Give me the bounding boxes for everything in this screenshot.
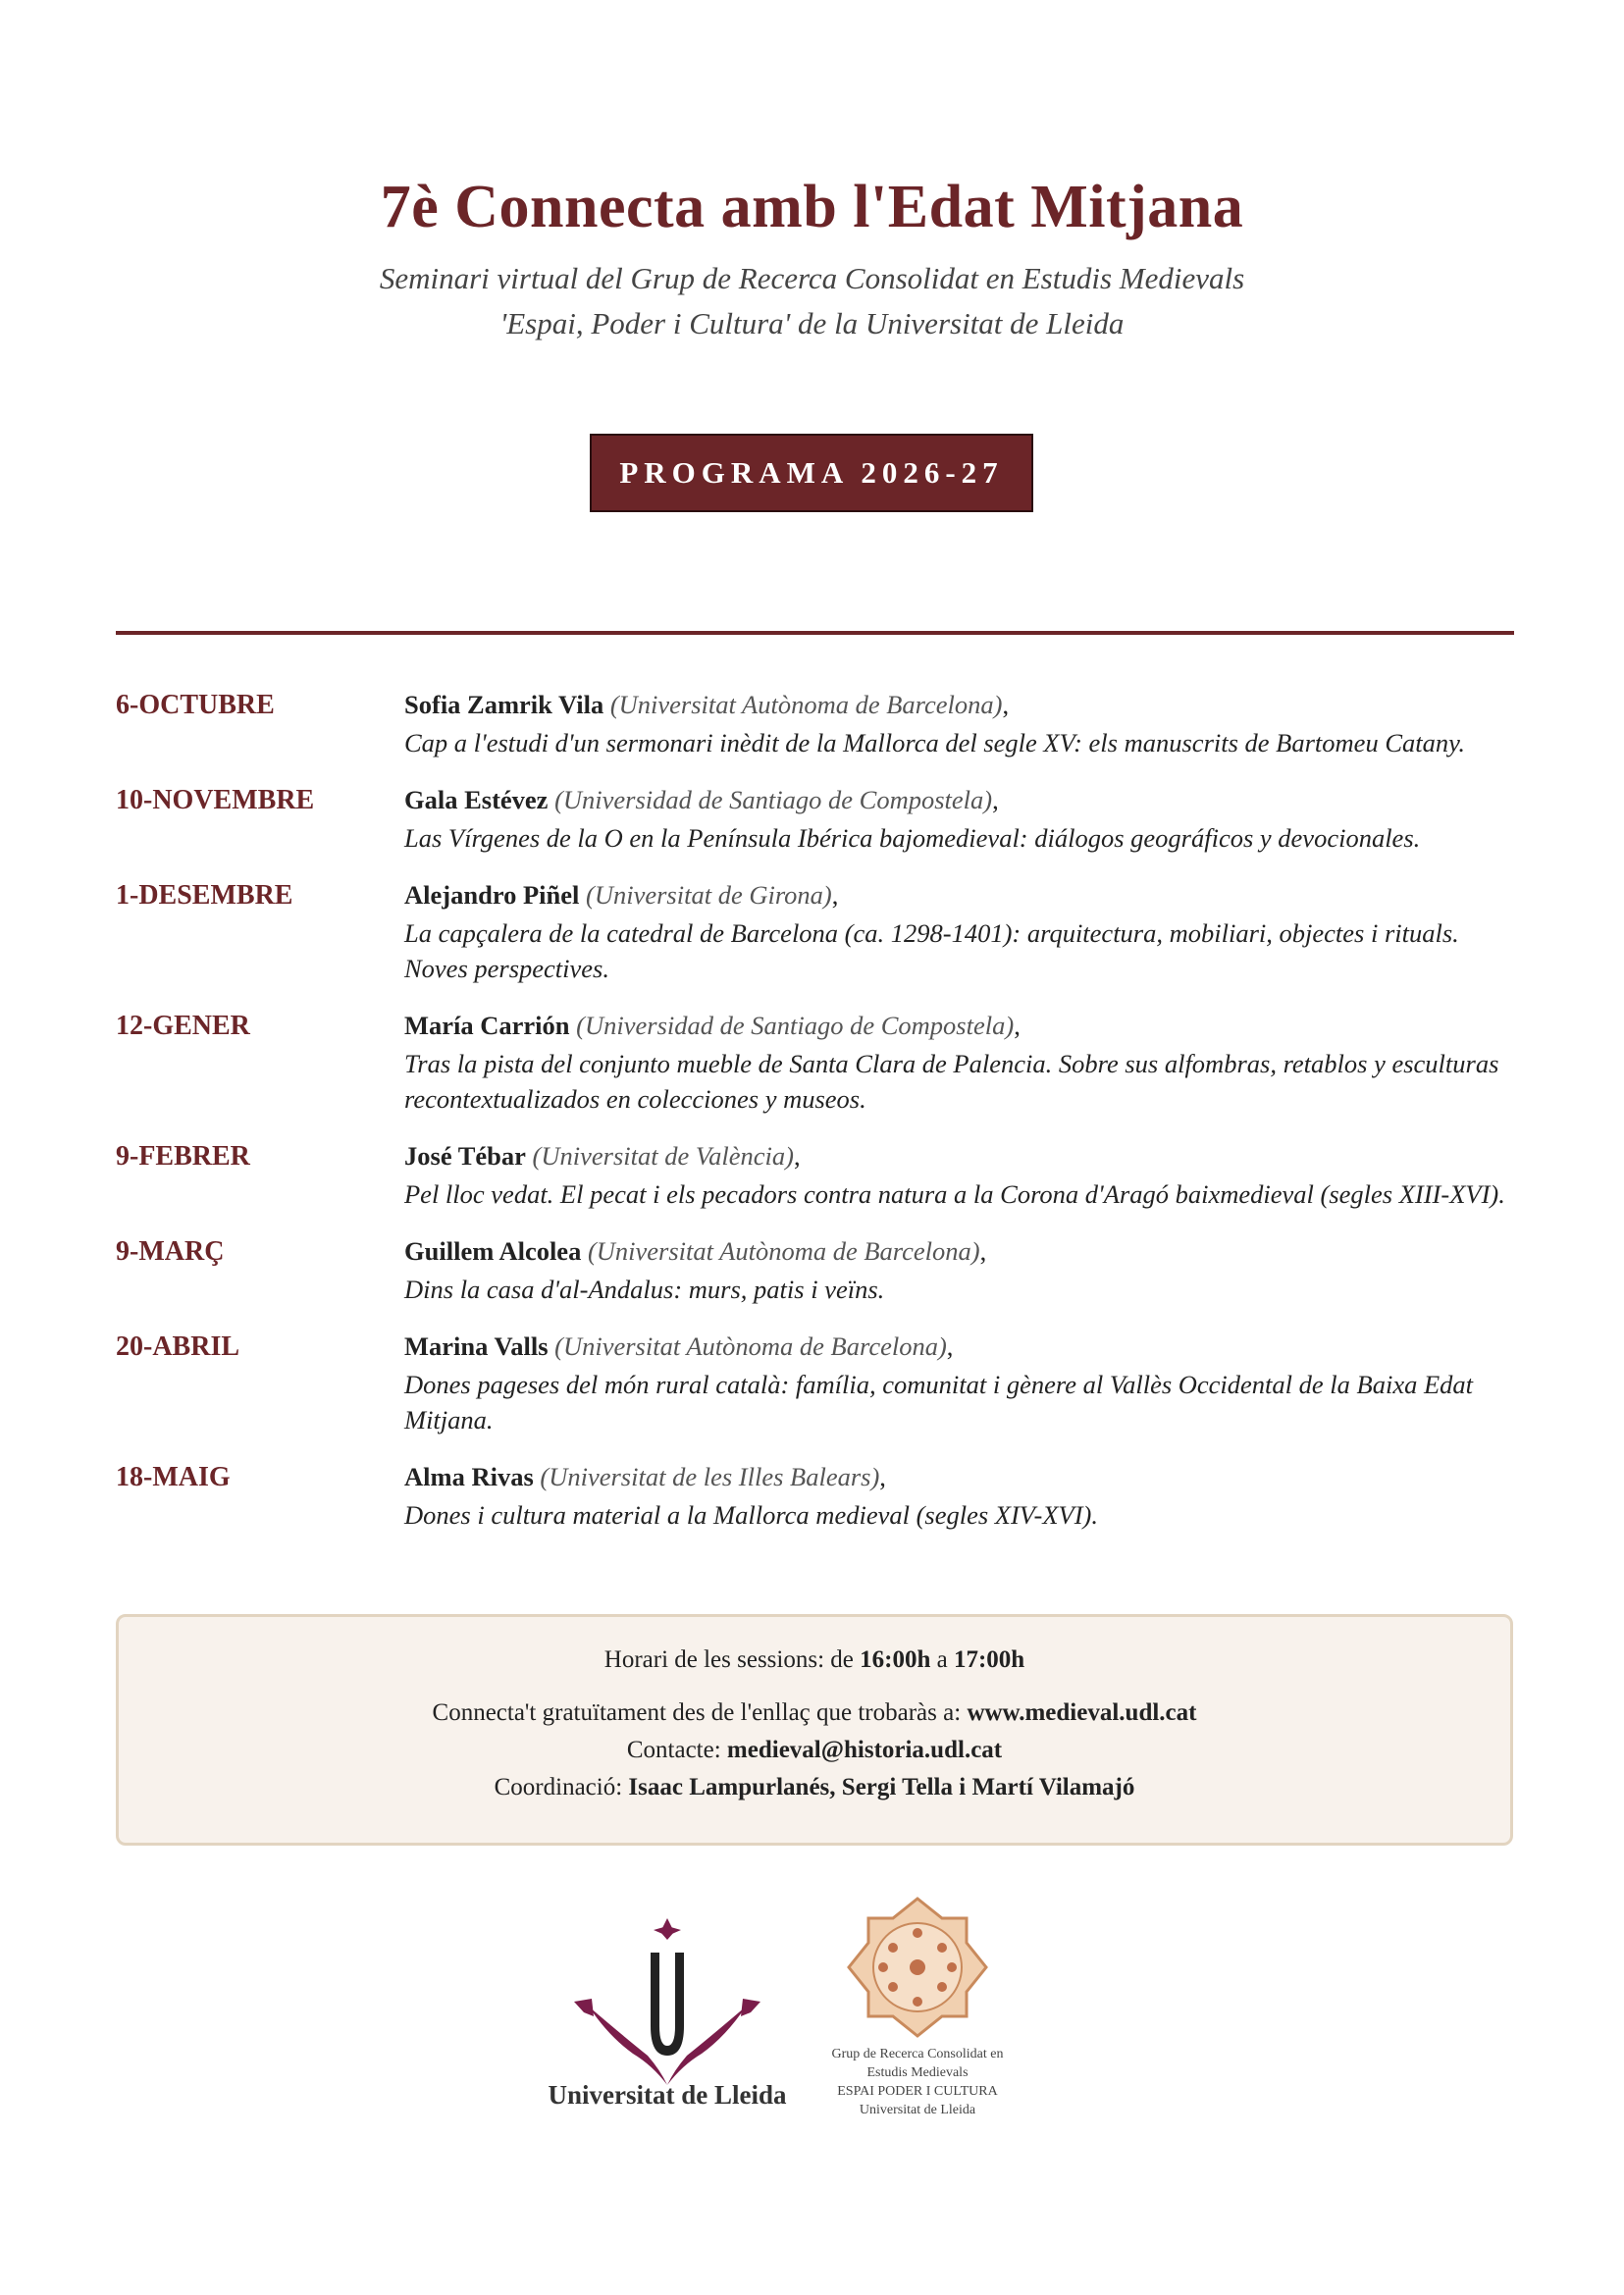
- session-entry: Sofia Zamrik Vila (Universitat Autònoma de Barcelona), Cap a l'estudi d'un sermonari inèdit de la Mallorca del segle XV: els manuscrits de Bartomeu Catany.: [404, 687, 1518, 760]
- speaker-name: Alma Rivas: [404, 1462, 534, 1491]
- schedule-line: [119, 1646, 1510, 1674]
- end-time: 17:00h: [953, 1646, 1025, 1673]
- session-entry: Marina Valls (Universitat Autònoma de Barcelona), Dones pageses del món rural català: família, comunitat i gènere al Vallès Occidental de la Baixa Edat Mitjana.: [404, 1329, 1518, 1437]
- speaker-name: Gala Estévez: [404, 785, 549, 814]
- talk-title: La capçalera de la catedral de Barcelona (ca. 1298-1401): arquitectura, mobiliari, objectes i rituals. Noves perspectives.: [404, 918, 1459, 983]
- session-date: 20-ABRIL: [116, 1331, 240, 1362]
- speaker-name: María Carrión: [404, 1011, 570, 1040]
- session-entry: María Carrión (Universidad de Santiago de Compostela), Tras la pista del conjunto mueble de Santa Clara de Palencia. Sobre sus alfombras, retablos y esculturas recontextualizados en colecciones y museos.: [404, 1008, 1518, 1117]
- session-entry: Alejandro Piñel (Universitat de Girona), La capçalera de la catedral de Barcelona (ca. 1298-1401): arquitectura, mobiliari, objectes i rituals. Noves perspectives.: [404, 877, 1518, 986]
- talk-title: Dins la casa d'al-Andalus: murs, patis i veïns.: [404, 1275, 885, 1304]
- session-date: 6-OCTUBRE: [116, 690, 275, 720]
- coordinators: Isaac Lampurlanés, Sergi Tella i Martí Vilamajó: [628, 1774, 1135, 1800]
- page-title: 7è Connecta amb l'Edat Mitjana: [380, 174, 1244, 240]
- website-link[interactable]: www.medieval.udl.cat: [967, 1699, 1197, 1726]
- link-label: Connecta't gratuïtament des de l'enllaç que trobaràs a:: [432, 1699, 962, 1726]
- coordination-line: [119, 1774, 1510, 1801]
- talk-title: Tras la pista del conjunto mueble de Santa Clara de Palencia. Sobre sus alfombras, retablos y esculturas recontextualizados en colecciones y museos.: [404, 1049, 1499, 1114]
- group-name-line-1: Grup de Recerca Consolidat en: [831, 2047, 1004, 2061]
- group-name-line-3: ESPAI PODER I CULTURA: [837, 2084, 998, 2099]
- talk-title: Pel lloc vedat. El pecat i els pecadors contra natura a la Corona d'Aragó baixmedieval (segles XIII-XVI).: [404, 1179, 1505, 1209]
- coordination-label: Coordinació:: [494, 1774, 623, 1800]
- speaker-name: Guillem Alcolea: [404, 1236, 582, 1266]
- session-date: 9-MARÇ: [116, 1236, 225, 1267]
- speaker-institution: (Universitat Autònoma de Barcelona): [587, 1236, 980, 1266]
- speaker-institution: (Universidad de Santiago de Compostela): [554, 785, 993, 814]
- subtitle-line-1: Seminari virtual del Grup de Recerca Consolidat en Estudis Medievals: [379, 261, 1245, 295]
- talk-title: Cap a l'estudi d'un sermonari inèdit de la Mallorca del segle XV: els manuscrits de Bartomeu Catany.: [404, 728, 1466, 757]
- session-date: 12-GENER: [116, 1011, 250, 1041]
- talk-title: Las Vírgenes de la O en la Península Ibérica bajomedieval: diálogos geográficos y devocionales.: [404, 823, 1421, 853]
- talk-title: Dones i cultura material a la Mallorca medieval (segles XIV-XVI).: [404, 1500, 1098, 1530]
- speaker-name: Marina Valls: [404, 1331, 549, 1361]
- speaker-institution: (Universitat de Girona): [586, 880, 832, 910]
- speaker-name: José Tébar: [404, 1141, 526, 1171]
- session-entry: José Tébar (Universitat de València), Pel lloc vedat. El pecat i els pecadors contra natura a la Corona d'Aragó baixmedieval (segles XIII-XVI).: [404, 1138, 1518, 1212]
- speaker-institution: (Universitat Autònoma de Barcelona): [554, 1331, 947, 1361]
- contact-line: [119, 1737, 1510, 1764]
- udl-name: Universitat de Lleida: [548, 2080, 787, 2110]
- session-date: 10-NOVEMBRE: [116, 785, 315, 815]
- section-divider: [116, 631, 1514, 635]
- schedule-connector: a: [936, 1646, 948, 1673]
- group-name-line-2: Estudis Medievals: [866, 2065, 969, 2080]
- contact-label: Contacte:: [626, 1737, 721, 1763]
- session-entry: Alma Rivas (Universitat de les Illes Balears), Dones i cultura material a la Mallorca medieval (segles XIV-XVI).: [404, 1459, 1518, 1533]
- session-date: 18-MAIG: [116, 1462, 231, 1492]
- schedule-label: Horari de les sessions: de: [603, 1646, 854, 1673]
- subtitle-line-2: 'Espai, Poder i Cultura' de la Universitat de Lleida: [499, 306, 1125, 340]
- session-date: 1-DESEMBRE: [116, 880, 293, 911]
- session-entry: Gala Estévez (Universidad de Santiago de Compostela), Las Vírgenes de la O en la Península Ibérica bajomedieval: diálogos geográficos y devocionales.: [404, 782, 1518, 856]
- start-time: 16:00h: [860, 1646, 931, 1673]
- talk-title: Dones pageses del món rural català: família, comunitat i gènere al Vallès Occidental de la Baixa Edat Mitjana.: [404, 1370, 1474, 1434]
- program-badge: PROGRAMA 2026-27: [590, 434, 1033, 512]
- speaker-institution: (Universitat de València): [532, 1141, 794, 1171]
- info-box: [116, 1614, 1513, 1846]
- session-date: 9-FEBRER: [116, 1141, 250, 1172]
- speaker-institution: (Universitat de les Illes Balears): [540, 1462, 880, 1491]
- speaker-name: Sofia Zamrik Vila: [404, 690, 604, 719]
- speaker-institution: (Universitat Autònoma de Barcelona): [609, 690, 1003, 719]
- link-line: [119, 1699, 1510, 1727]
- contact-email-link[interactable]: medieval@historia.udl.cat: [726, 1737, 1003, 1763]
- speaker-institution: (Universidad de Santiago de Compostela): [576, 1011, 1015, 1040]
- research-group-seal-icon: [844, 1894, 991, 2041]
- session-entry: Guillem Alcolea (Universitat Autònoma de Barcelona), Dins la casa d'al-Andalus: murs, patis i veïns.: [404, 1233, 1518, 1307]
- group-name-line-4: Universitat de Lleida: [859, 2103, 976, 2117]
- speaker-name: Alejandro Piñel: [404, 880, 580, 910]
